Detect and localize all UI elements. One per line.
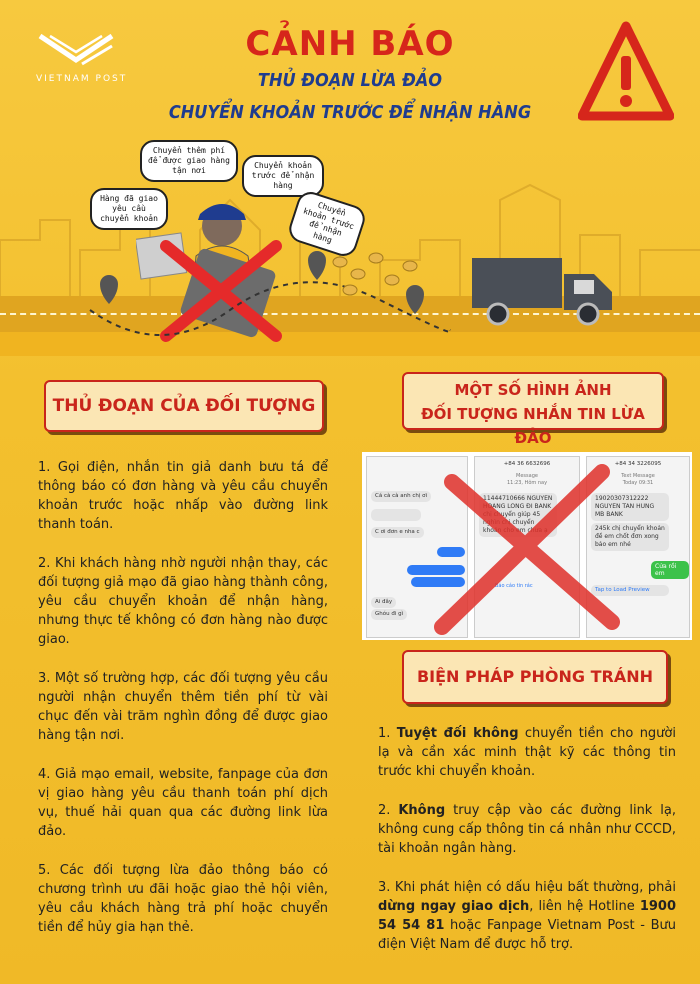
screenshots-heading-line-1: MỘT SỐ HÌNH ẢNH: [454, 381, 612, 399]
emphasis: dừng ngay giao dịch: [378, 899, 530, 914]
vietnam-post-logo: [36, 32, 132, 84]
logo-text: VIETNAM POST: [36, 74, 128, 84]
hotline-number[interactable]: 1900 54 54 81: [378, 899, 676, 933]
speech-bubble: Chuyển khoản trước để nhận hàng: [286, 188, 369, 259]
section-heading-prevention: BIỆN PHÁP PHÒNG TRÁNH: [402, 650, 668, 704]
chat-message-sent: Cửa rồi em: [651, 561, 689, 579]
tactic-item: 5. Các đối tượng lừa đảo thông báo có chương trình ưu đãi hoặc giao thẻ hội viên, yêu cầu khách hàng trả phí hoặc chuyển tiền để hủy gia hạn thẻ.: [38, 863, 328, 935]
speech-bubble: Chuyển khoản trước để nhận hàng: [242, 155, 324, 197]
tactic-item: 2. Khi khách hàng nhờ người nhận thay, các đối tượng giả mạo đã giao hàng thành công, yêu cầu chuyển khoản để nhận hàng, nhưng thực tế không có đơn hàng nào được giao.: [38, 556, 328, 647]
speech-bubble: Hàng đã giao yêu cầu chuyển khoản: [90, 188, 168, 230]
prevention-item-2: [378, 801, 676, 858]
sender-number: +84 34 3226095: [614, 461, 662, 467]
chat-message: 19020307312222 NGUYEN TAN HUNG MB BANK: [591, 493, 669, 521]
screenshots-heading-line-2: ĐỐI TƯỢNG NHẮN TIN LỪA ĐẢO: [421, 405, 645, 447]
item-number: 2.: [378, 803, 399, 818]
chat-message: 11444710666 NGUYEN HOANG LONG ĐI BANK chị chuyển giúp 45 nghìn chị chuyển khoản cho em chưa ạ: [479, 493, 557, 537]
chat-message: Ai đây: [371, 597, 396, 608]
vietnam-post-logo-icon: [36, 32, 116, 68]
tactic-item: 1. Gọi điện, nhắn tin giả danh bưu tá để thông báo có đơn hàng và yêu cầu chuyển khoản trước hoặc nhấp vào đường link thanh toán.: [38, 460, 328, 532]
subtitle-line-2: CHUYỂN KHOẢN TRƯỚC ĐỂ NHẬN HÀNG: [168, 102, 532, 123]
truck-icon: [470, 258, 630, 330]
chat-message: C ơi đơn e nha c: [371, 527, 424, 538]
page-title: CẢNH BÁO: [245, 24, 455, 64]
route-illustration: [80, 240, 460, 350]
subtitle-line-1: THỦ ĐOẠN LỪA ĐẢO: [257, 70, 443, 91]
message-time: 11:23, Hôm nay: [506, 480, 548, 486]
chat-message: Cá cà cà anh chị ơi: [371, 491, 431, 502]
prevention-item-3: [378, 878, 676, 954]
item-text: hoặc Fanpage Vietnam Post - Bưu điện Việt Nam để được hỗ trợ.: [378, 918, 676, 952]
report-spam-link[interactable]: Báo cáo tin rác: [495, 583, 533, 589]
speech-bubble: Chuyển thêm phí để được giao hàng tận nơi: [140, 140, 238, 182]
item-text: truy cập vào các đường link lạ, không cung cấp thông tin cá nhân như CCCD, tài khoản ngân hàng.: [378, 803, 676, 856]
scam-screenshots: [362, 452, 692, 640]
item-text: 3. Khi phát hiện có dấu hiệu bất thường, phải: [378, 880, 676, 895]
item-text: chuyển tiền cho người lạ và cần xác minh thật kỹ các thông tin trước khi chuyển khoản.: [378, 726, 676, 779]
tactic-item: 3. Một số trường hợp, các đối tượng yêu cầu người nhận chuyển thêm tiền phí từ vài chục đến vài trăm nghìn đồng để được giao hàng tận nơi.: [38, 671, 328, 743]
chat-message: 245k chị chuyển khoản đề em chốt đơn xong bảo em nhé: [591, 523, 669, 551]
section-heading-screenshots: [402, 372, 664, 447]
tactic-item: 4. Giả mạo email, website, fanpage của đơn vị giao hàng yêu cầu thanh toán phí dịch vụ, thuế hải quan qua các đường link lừa đảo.: [38, 767, 328, 839]
item-text: , liên hệ Hotline: [529, 899, 640, 914]
item-number: 1.: [378, 726, 397, 741]
tactics-list: [38, 458, 328, 957]
chat-message: Ghóu đi gì: [371, 609, 407, 620]
prevention-list: [378, 724, 676, 974]
prevention-item-1: [378, 724, 676, 781]
message-header: Message: [516, 473, 538, 479]
sender-number: +84 36 6632696: [503, 461, 551, 467]
red-cross-overlay: [362, 452, 692, 640]
message-time: Today 09:31: [622, 480, 654, 486]
section-heading-tactics: THỦ ĐOẠN CỦA ĐỐI TƯỢNG: [44, 380, 324, 432]
tap-to-load-preview[interactable]: Tap to Load Preview: [591, 585, 669, 596]
warning-triangle-icon: [578, 20, 674, 124]
emphasis: Không: [398, 803, 446, 818]
message-header: Text Message: [621, 473, 655, 479]
emphasis: Tuyệt đối không: [396, 726, 519, 741]
